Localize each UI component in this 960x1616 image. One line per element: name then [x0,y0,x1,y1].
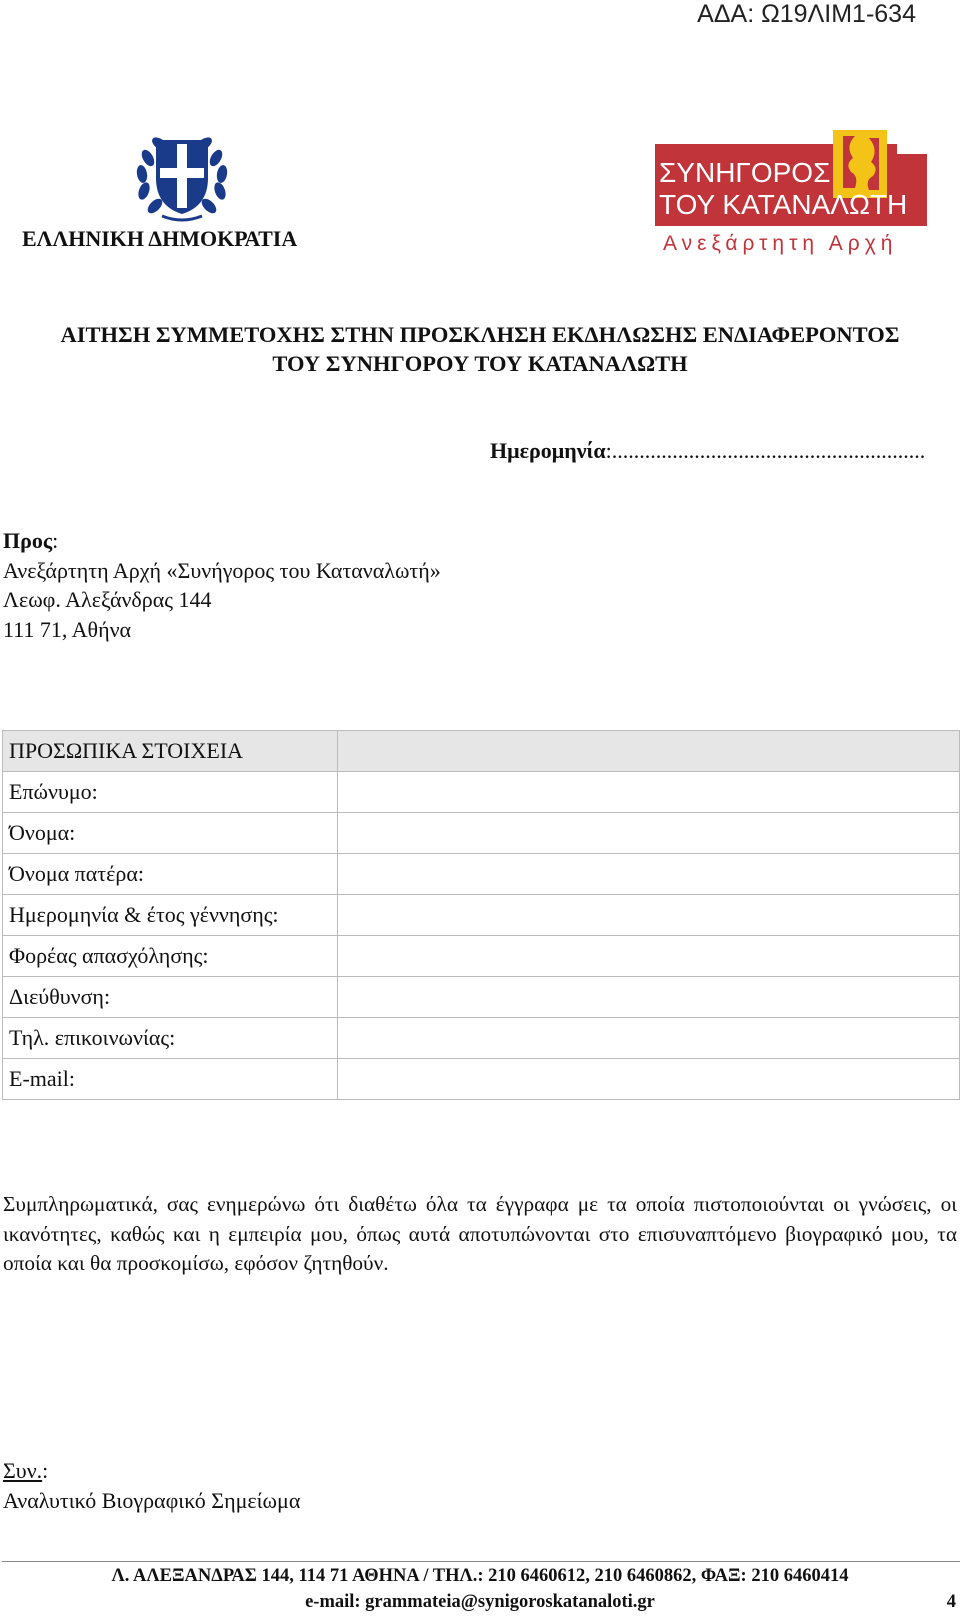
document-title [0,320,960,378]
logo-line2: ΤΟΥ ΚΑΤΑΝΑΛΩΤΗ [659,189,908,220]
field-name-label: Όνομα: [3,813,338,854]
table-heading: ΠΡΟΣΩΠΙΚΑ ΣΤΟΙΧΕΙΑ [3,731,338,772]
title-line2: ΤΟΥ ΣΥΝΗΓΟΡΟΥ ΤΟΥ ΚΑΤΑΝΑΛΩΤΗ [272,351,688,376]
field-phone-value[interactable] [338,1018,960,1059]
page-number: 4 [946,1592,956,1612]
field-father-name-label: Όνομα πατέρα: [3,854,338,895]
field-name-value[interactable] [338,813,960,854]
recipient-line1: Ανεξάρτητη Αρχή «Συνήγορος του Καταναλωτή» [3,557,441,583]
enclosure-item: Αναλυτικό Βιογραφικό Σημείωμα [3,1487,301,1513]
table-heading-blank [338,731,960,772]
table-row [3,895,960,936]
footer-divider [2,1561,960,1562]
logo-tagline: Ανεξάρτητη Αρχή [663,232,898,255]
declaration-paragraph: Συμπληρωματικά, σας ενημερώνω ότι διαθέτω όλα τα έγγραφα με τα οποία πιστοποιούνται οι γνώσεις, οι ικανότητες, καθώς και η εμπειρία μου, όπως αυτά αποτυπώνονται στο επισυναπτόμενο βιογραφικό μου, τα οποία και θα προσκομίσω, εφόσον ζητηθούν. [3,1192,957,1275]
date-label: Ημερομηνία [490,438,606,463]
field-birthdate-label: Ημερομηνία & έτος γέννησης: [3,895,338,936]
table-row [3,854,960,895]
date-line [490,438,925,464]
field-father-name-value[interactable] [338,854,960,895]
personal-details-table [2,730,960,1100]
republic-label: ΕΛΛΗΝΙΚΗ ΔΗΜΟΚΡΑΤΙΑ [22,226,298,251]
field-birthdate-value[interactable] [338,895,960,936]
recipient-line3: 111 71, Αθήνα [3,616,132,642]
field-email-label: E-mail: [3,1059,338,1100]
title-line1: ΑΙΤΗΣΗ ΣΥΜΜΕΤΟΧΗΣ ΣΤΗΝ ΠΡΟΣΚΛΗΣΗ ΕΚΔΗΛΩΣΗΣ ΕΝΔΙΑΦΕΡΟΝΤΟΣ [60,322,900,347]
field-surname-label: Επώνυμο: [3,772,338,813]
enclosure-label: Συν. [3,1458,43,1483]
field-surname-value[interactable] [338,772,960,813]
field-phone-label: Τηλ. επικοινωνίας: [3,1018,338,1059]
to-label: Προς [3,528,53,553]
recipient-block [3,526,441,644]
recipient-line2: Λεωφ. Αλεξάνδρας 144 [3,587,212,612]
field-email-value[interactable] [338,1059,960,1100]
table-row [3,936,960,977]
table-row [3,977,960,1018]
footer-address: Λ. ΑΛΕΞΑΝΔΡΑΣ 144, 114 71 ΑΘΗΝΑ / ΤΗΛ.: 210 6460612, 210 6460862, ΦΑΞ: 210 6460414 [111,1566,849,1586]
field-address-label: Διεύθυνση: [3,977,338,1018]
field-employer-value[interactable] [338,936,960,977]
table-row [3,772,960,813]
enclosure-block [3,1456,300,1515]
to-colon: : [52,528,59,553]
table-row [3,813,960,854]
table-row [3,1059,960,1100]
table-row [3,1018,960,1059]
footer-email: e-mail: grammateia@synigoroskatanaloti.gr [305,1592,655,1612]
logo-line1: ΣΥΝΗΓΟΡΟΣ [659,157,831,188]
ada-code: ΑΔΑ: Ω19ΛΙΜ1-634 [697,0,916,28]
date-value: :......................................................... [605,438,926,463]
field-employer-label: Φορέας απασχόλησης: [3,936,338,977]
greek-emblem-icon [134,128,230,224]
enclosure-colon: : [42,1458,49,1483]
field-address-value[interactable] [338,977,960,1018]
synigoros-logo [655,130,927,258]
